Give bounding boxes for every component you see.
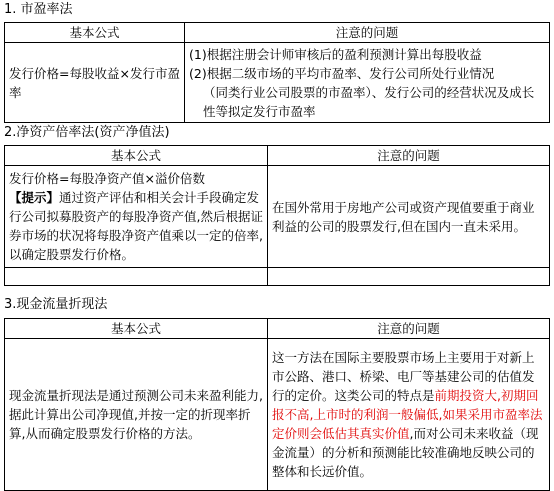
dcf-table: [4, 318, 550, 491]
notes-highlight: 前期投资大,初期回报不高,上市时的利润一般偏低,如果采用市盈率法定价则会低估其真实价值: [272, 388, 543, 441]
col-header-formula: 基本公式: [5, 23, 185, 43]
formula-cell: 发行价格=每股收益×发行市盈率: [5, 43, 185, 123]
empty-cell: [268, 268, 550, 286]
col-header-notes: 注意的问题: [185, 23, 550, 43]
pe-ratio-table: [4, 22, 550, 123]
nav-ratio-table: [4, 145, 550, 286]
tip-text: 通过资产评估和相关会计手段确定发行公司拟募股资产的每股净资产值,然后根据证券市场的状况将每股净资产值乘以一定的倍率,以确定股票发行价格。: [9, 190, 263, 262]
empty-cell: [5, 268, 268, 286]
note-line: (2)根据二级市场的平均市盈率、发行公司所处行业情况: [189, 65, 495, 81]
notes-text: ,而对公司未来收益（现金流量）的分析和预测能比较准确地反映公司的整体和长远价值。: [272, 426, 539, 479]
col-header-notes: 注意的问题: [268, 319, 550, 339]
notes-cell: [185, 43, 550, 123]
note-line: (1)根据注册会计师审核后的盈利预测计算出每股收益: [189, 46, 482, 62]
formula-cell: 现金流量折现法是通过预测公司未来盈利能力,据此计算出公司净现值,并按一定的折现率折算,从而确定股票发行价格的方法。: [5, 339, 268, 491]
notes-text: 这一方法在国际主要股票市场上主要用于对新上市公路、港口、桥梁、电厂等基建公司的估值发行的定价。这类公司的特点是: [272, 350, 535, 403]
col-header-formula: 基本公式: [5, 319, 268, 339]
formula-text: 发行价格=每股净资产值×溢价倍数: [9, 171, 205, 186]
formula-cell: [5, 166, 268, 268]
tip-label: 【提示】: [9, 190, 60, 205]
notes-cell: [268, 339, 550, 491]
section2-title: 2.净资产倍率法(资产净值法): [4, 125, 170, 140]
tip-paragraph: [9, 188, 263, 264]
section1-title: 1. 市盈率法: [4, 2, 73, 17]
note-line: （同类行业公司股票的市盈率）、发行公司的经营状况及成长性等拟定发行市盈率: [203, 84, 535, 119]
notes-cell: 在国外常用于房地产公司或资产现值要重于商业利益的公司的股票发行,但在国内一直未采用。: [268, 166, 550, 268]
section3-title: 3.现金流量折现法: [4, 297, 108, 312]
col-header-notes: 注意的问题: [268, 146, 550, 166]
col-header-formula: 基本公式: [5, 146, 268, 166]
